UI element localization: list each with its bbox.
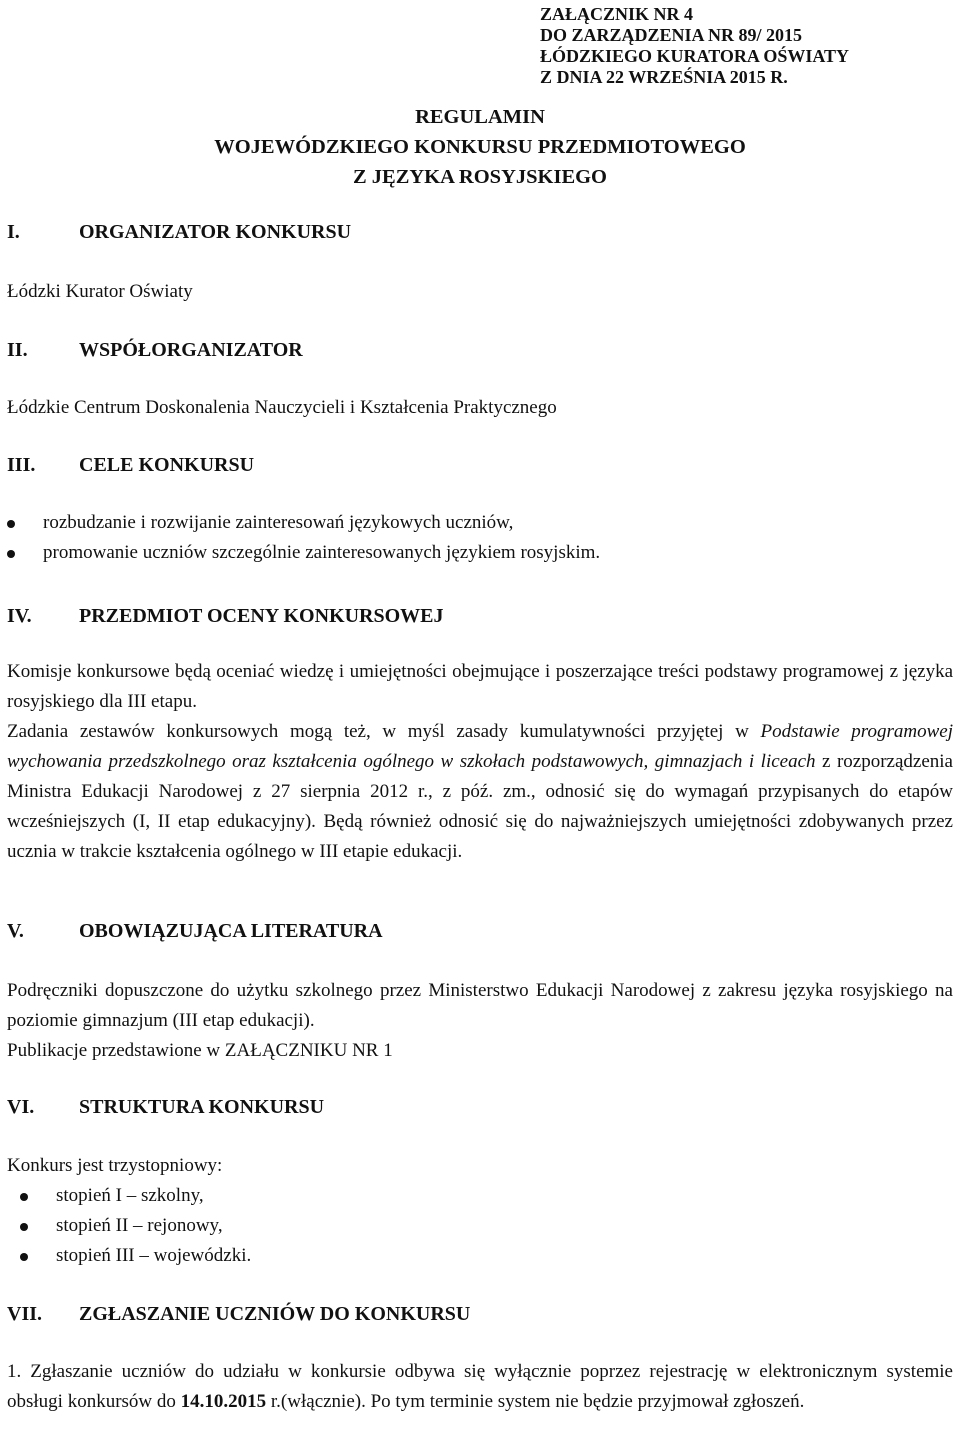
section-heading-organizer bbox=[7, 219, 351, 245]
section-number: IV. bbox=[7, 605, 32, 627]
section-title: PRZEDMIOT OCENY KONKURSOWEJ bbox=[79, 605, 444, 627]
paragraph: Łódzkie Centrum Doskonalenia Nauczycieli i Kształcenia Praktycznego bbox=[7, 397, 557, 418]
text-run: 1. Zgłaszanie uczniów do udziału w konkursie odbywa się wyłącznie poprzez rejestrację w elektronicznym systemie obsługi konkursów do bbox=[7, 1361, 953, 1412]
section-number: II. bbox=[7, 339, 28, 361]
section-heading-coorganizer bbox=[7, 337, 303, 363]
paragraph: Komisje konkursowe będą oceniać wiedzę i umiejętności obejmujące i poszerzające treści podstawy programowej z języka rosyjskiego dla III etapu. bbox=[7, 661, 953, 712]
section-heading-structure bbox=[7, 1094, 324, 1120]
structure-list bbox=[7, 1181, 251, 1271]
document-title bbox=[0, 102, 960, 192]
title-line: Z JĘZYKA ROSYJSKIEGO bbox=[352, 166, 608, 188]
deadline-date: 14.10.2015 bbox=[180, 1391, 267, 1412]
paragraph: Łódzki Kurator Oświaty bbox=[7, 281, 193, 302]
annex-line: DO ZARZĄDZENIA NR 89/ 2015 bbox=[540, 25, 803, 45]
list-item: promowanie uczniów szczególnie zainteresowanych językiem rosyjskim. bbox=[7, 538, 600, 568]
paragraph: Podręczniki dopuszczone do użytku szkolnego przez Ministerstwo Edukacji Narodowej z zakresu języka rosyjskiego na poziomie gimnazjum (III etap edukacji). bbox=[7, 980, 953, 1031]
title-line: WOJEWÓDZKIEGO KONKURSU PRZEDMIOTOWEGO bbox=[214, 136, 746, 158]
section-title: ZGŁASZANIE UCZNIÓW DO KONKURSU bbox=[79, 1303, 471, 1325]
section-number: VII. bbox=[7, 1303, 43, 1325]
section-body-organizer bbox=[7, 277, 953, 307]
paragraph bbox=[7, 1357, 953, 1417]
section-title: CELE KONKURSU bbox=[79, 454, 255, 476]
section-number: III. bbox=[7, 454, 36, 476]
italic-title: Podstawie programowej wychowania przedszkolnego oraz kształcenia ogólnego w szkołach podstawowych, gimnazjach i liceach bbox=[7, 721, 953, 772]
structure-intro bbox=[7, 1151, 953, 1181]
list-item: stopień II – rejonowy, bbox=[7, 1211, 251, 1241]
list-item: stopień I – szkolny, bbox=[7, 1181, 251, 1211]
text-run: r.(włącznie). Po tym terminie system nie będzie przyjmował zgłoszeń. bbox=[266, 1391, 805, 1412]
section-number: VI. bbox=[7, 1096, 35, 1118]
section-body-assessment bbox=[7, 657, 953, 867]
paragraph: Publikacje przedstawione w ZAŁĄCZNIKU NR 1 bbox=[7, 1040, 393, 1061]
section-number: I. bbox=[7, 221, 20, 243]
text-run: Zadania zestawów konkursowych mogą też, w myśl zasady kumulatywności przyjętej w bbox=[7, 721, 761, 742]
paragraph bbox=[7, 717, 953, 867]
list-item: rozbudzanie i rozwijanie zainteresowań językowych uczniów, bbox=[7, 508, 600, 538]
annex-header bbox=[540, 4, 849, 88]
title-line: REGULAMIN bbox=[415, 106, 545, 128]
paragraph: Konkurs jest trzystopniowy: bbox=[7, 1155, 223, 1176]
section-heading-literature bbox=[7, 918, 383, 944]
section-title: WSPÓŁORGANIZATOR bbox=[79, 339, 303, 361]
section-heading-registration bbox=[7, 1301, 470, 1327]
section-number: V. bbox=[7, 920, 24, 942]
section-body-literature bbox=[7, 976, 953, 1066]
section-title: STRUKTURA KONKURSU bbox=[79, 1096, 325, 1118]
section-title: OBOWIĄZUJĄCA LITERATURA bbox=[79, 920, 383, 942]
annex-line: ZAŁĄCZNIK NR 4 bbox=[540, 4, 694, 24]
section-heading-assessment bbox=[7, 603, 443, 629]
annex-line: Z DNIA 22 WRZEŚNIA 2015 R. bbox=[540, 67, 788, 87]
section-body-coorganizer bbox=[7, 393, 953, 423]
section-body-registration bbox=[7, 1357, 953, 1417]
text-run: z rozporządzenia Ministra Edukacji Narodowej z 27 sierpnia 2012 r., z póź. zm., odnosić się do wymagań przypisanych do etapów wcześniejszych (I, II etap edukacyjny). Będą również odnosić się do najważniejszych umiejętności zdobywanych przez ucznia w trakcie kształcenia ogólnego w III etapie edukacji. bbox=[7, 751, 953, 862]
section-title: ORGANIZATOR KONKURSU bbox=[79, 221, 352, 243]
goals-list bbox=[7, 508, 600, 568]
section-heading-goals bbox=[7, 452, 254, 478]
list-item: stopień III – wojewódzki. bbox=[7, 1241, 251, 1271]
annex-line: ŁÓDZKIEGO KURATORA OŚWIATY bbox=[540, 46, 850, 66]
